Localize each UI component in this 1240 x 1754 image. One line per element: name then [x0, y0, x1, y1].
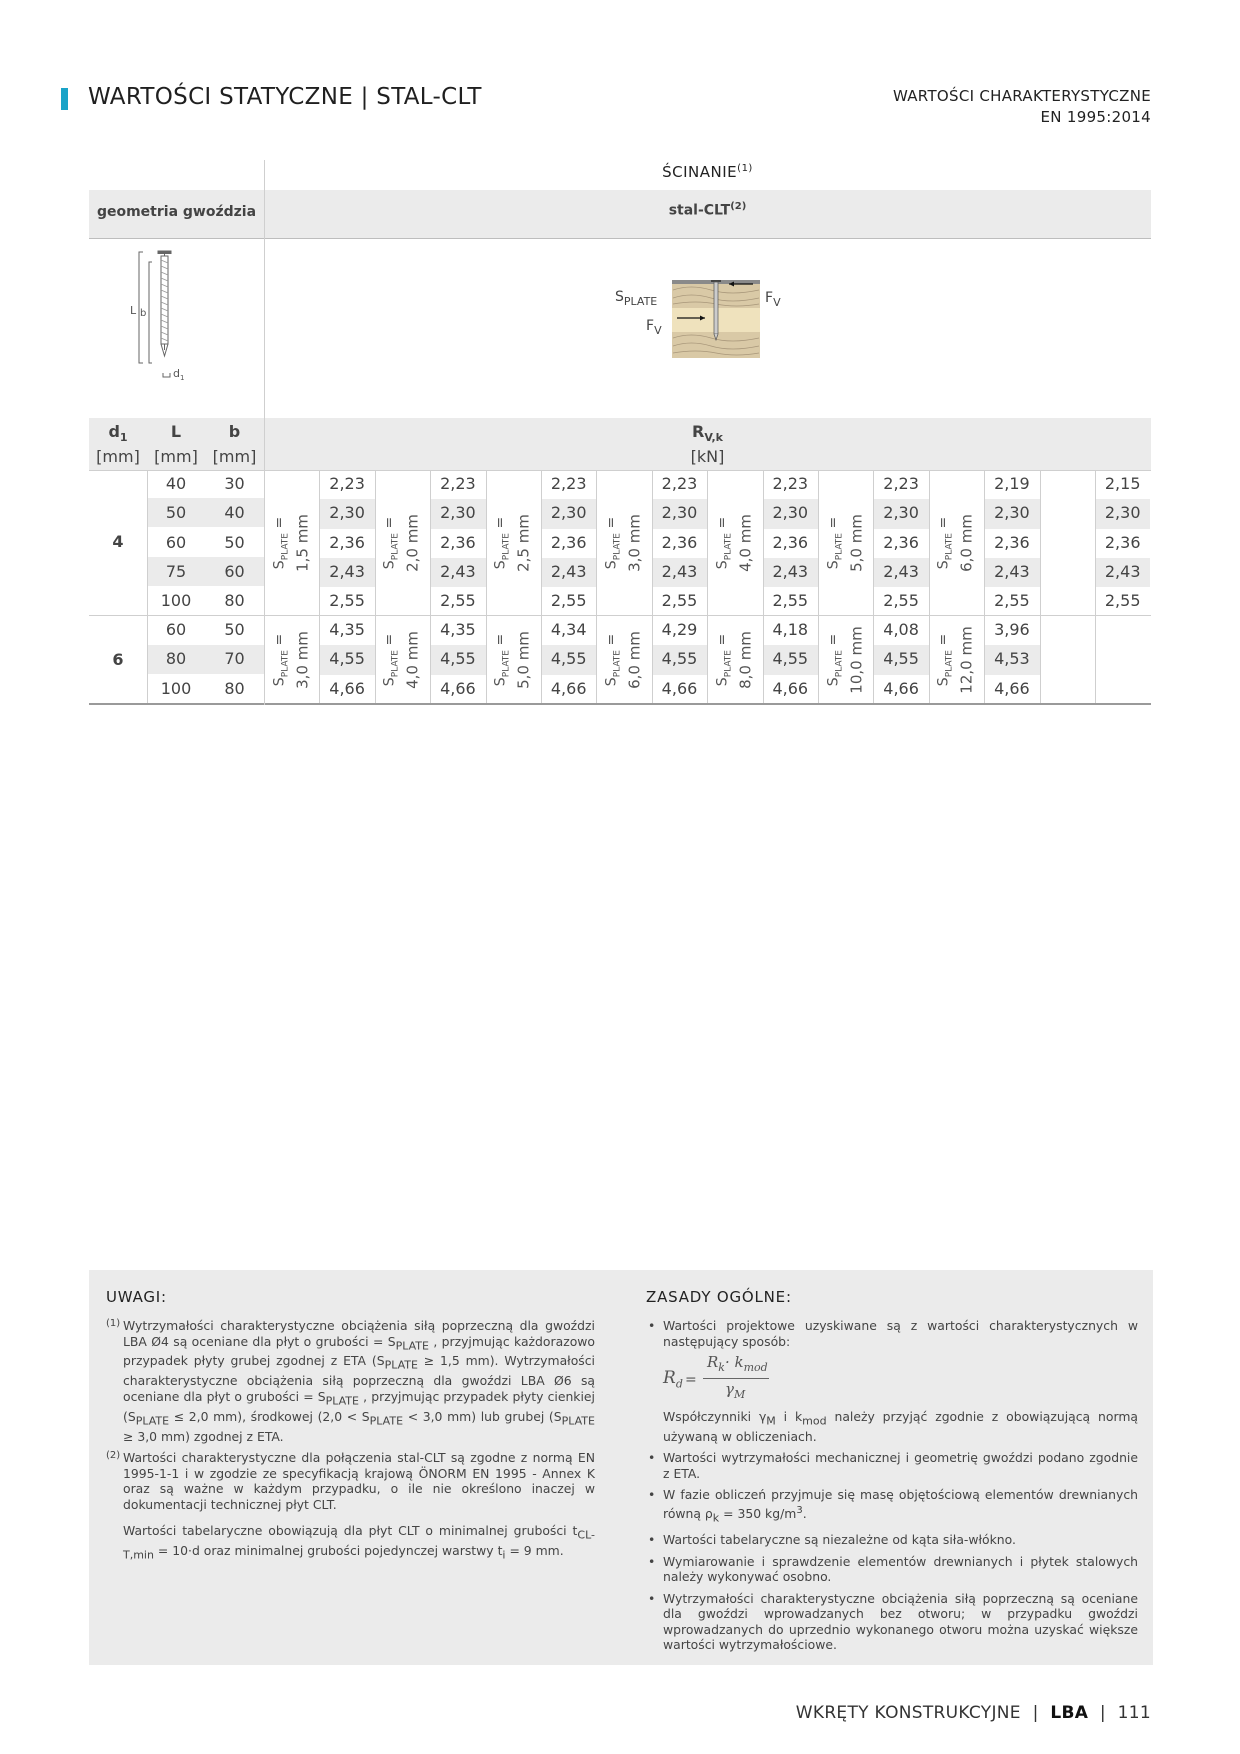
- cell-rvk-value: 4,55: [883, 649, 919, 669]
- diagram-L: L: [130, 304, 137, 317]
- note-2: (2) Wartości charakterystyczne dla połączenia stal-CLT są zgodne z normą EN 1995-1-1 i w zgodzie ze specyfikacją krajową ÖNORM EN 1995 - Annex K oraz są ważne w każdym przypadku, o ile nie określono inaczej w dokumentacji technicznej płyt CLT.: [106, 1450, 595, 1512]
- cell-rvk-value: 2,43: [1104, 561, 1141, 581]
- cell-b: 80: [224, 678, 245, 698]
- cell-rvk-value: 2,23: [772, 474, 809, 493]
- cell-rvk-value: 2,55: [1104, 591, 1141, 611]
- general-rules-title: ZASADY OGÓLNE:: [646, 1288, 792, 1306]
- splate-value: 2,0 mm: [403, 514, 422, 573]
- group-d1-4: 4: [112, 532, 124, 551]
- cell-b: 30: [224, 474, 245, 493]
- design-formula: $R_d$ = $R_k\cdot k_{mod}$ $\gamma_M$: [663, 1353, 768, 1401]
- cell-rvk-value: 4,18: [772, 620, 809, 639]
- splate-label: $S_{PLATE}$ = 2,0 mm: [382, 514, 422, 573]
- rule-1: • Wartości projektowe uzyskiwane są z wartości charakterystycznych w następujący sposób: $R_d$ = $R_k\cdot k_{mod}$ $\gamma_M$ Współczynniki $\gamma_M$ i $k_{mod}$ należy przyjąć zgodnie z obowiązującą normą używaną w obliczeniach.: [646, 1318, 1138, 1444]
- notes-title: UWAGI:: [106, 1288, 167, 1306]
- cell-L: 80: [165, 649, 187, 669]
- cell-rvk-value: 4,66: [883, 678, 919, 698]
- cell-rvk-value: 2,23: [661, 474, 698, 493]
- rule-5: • Wymiarowanie i sprawdzenie elementów drewnianych i płytek stalowych należy wykonywać osobno.: [646, 1554, 1138, 1585]
- col-L: L: [170, 422, 182, 441]
- footer-separator-2: |: [1099, 1703, 1106, 1723]
- splate-label: $S_{PLATE}$ = 10,0 mm: [825, 626, 866, 694]
- cell-rvk-value: 2,43: [772, 561, 809, 581]
- footer-separator: |: [1032, 1703, 1039, 1723]
- cell-rvk-value: 2,23: [883, 474, 919, 493]
- cell-L: 60: [165, 532, 187, 552]
- cell-rvk-value: 2,30: [1104, 503, 1141, 523]
- cell-rvk-value: 2,55: [550, 591, 587, 611]
- shear-title: ŚCINANIE$^{(1)}$: [662, 163, 753, 181]
- note-1: (1) Wytrzymałości charakterystyczne obciążenia siłą poprzeczną dla gwoździ LBA Ø4 są oceniane dla płyt o grubości = $S_{PLATE}$ , przyjmując każdorazowo przypadek płyty grubej zgodnej z ETA ($S_{PLATE} \ge 1,5$ mm). Wytrzymałości charakterystyczne obciążenia siłą poprzeczną dla gwoździ LBA Ø6 są oceniane dla płyt o grubości = $S_{PLATE}$ , przyjmując przypadek płyty cienkiej ($S_{PLATE} \le 2,0$ mm), środkowej ($2,0 < S_{PLATE} < 3,0$ mm) lub grubej ($S_{PLATE} \ge 3,0$ mm) zgodnej z ETA.: [106, 1318, 595, 1444]
- cell-b: 80: [224, 591, 245, 611]
- cell-rvk-value: 2,36: [994, 532, 1030, 552]
- cell-rvk-value: 4,66: [994, 678, 1030, 698]
- geometry-label: geometria gwoździa: [96, 204, 257, 220]
- notes-panel: [89, 1270, 1153, 1665]
- cell-b: 50: [224, 532, 245, 552]
- splate-value: 3,0 mm: [625, 514, 644, 573]
- cell-rvk-value: 2,55: [883, 591, 919, 611]
- cell-rvk-value: 4,66: [329, 678, 365, 698]
- splate-value: 8,0 mm: [736, 631, 755, 689]
- steel-clt-diagram: [671, 280, 761, 362]
- cell-rvk-value: 2,30: [661, 503, 698, 523]
- splate-label: $S_{PLATE}$ = 3,0 mm: [603, 514, 644, 573]
- cell-L: 100: [160, 591, 192, 611]
- splate-value: 4,0 mm: [403, 631, 422, 689]
- standard-line2: EN 1995:2014: [1040, 108, 1151, 126]
- cell-rvk-value: 2,36: [329, 532, 365, 552]
- col-d1: $d_1$: [108, 422, 128, 445]
- splate-value: 10,0 mm: [847, 626, 866, 694]
- general-rules: [646, 1318, 1138, 1659]
- unit-b: [mm]: [212, 447, 257, 466]
- cell-rvk-value: 2,15: [1104, 474, 1141, 493]
- cell-rvk-value: 2,36: [550, 532, 587, 552]
- notes-left: [106, 1318, 595, 1563]
- cell-rvk-value: 4,35: [440, 620, 476, 639]
- cell-rvk-value: 4,55: [772, 649, 809, 669]
- col-rvk: $R_{V,k}$: [692, 422, 723, 445]
- diagram-d1: $d_1$: [173, 367, 185, 383]
- note-3: Wartości tabelaryczne obowiązują dla płyt CLT o minimalnej grubości $t_{CL-T,min} = 10\cdot d$ oraz minimalnej grubości pojedynczej warstwy $t_i = 9$ mm.: [123, 1523, 595, 1562]
- cell-rvk-value: 4,53: [994, 649, 1030, 669]
- cell-b: 50: [224, 620, 245, 639]
- cell-rvk-value: 4,55: [550, 649, 587, 669]
- splate-value: 4,0 mm: [736, 514, 755, 573]
- splate-label: $S_{PLATE}$ = 8,0 mm: [714, 631, 755, 689]
- cell-rvk-value: 4,66: [440, 678, 476, 698]
- page-title: WARTOŚCI STATYCZNE | STAL-CLT: [88, 84, 482, 110]
- cell-L: 75: [165, 561, 187, 581]
- unit-L: [mm]: [154, 447, 198, 466]
- footer-section: WKRĘTY KONSTRUKCYJNE: [795, 1703, 1021, 1723]
- splate-value: 5,0 mm: [847, 514, 866, 573]
- cell-rvk-value: 2,43: [440, 561, 476, 581]
- rule-3: • W fazie obliczeń przyjmuje się masę objętościową elementów drewnianych równą $\rho_k = 350$ $kg/m^3$.: [646, 1487, 1138, 1526]
- cell-rvk-value: 4,66: [661, 678, 698, 698]
- cell-rvk-value: 2,43: [329, 561, 365, 581]
- splate-label: $S_{PLATE}$ = 5,0 mm: [825, 514, 866, 573]
- cell-rvk-value: 3,96: [994, 620, 1030, 639]
- cell-rvk-value: 2,30: [772, 503, 809, 523]
- diagram-fv-bottom: $F_V$: [646, 318, 662, 337]
- cell-rvk-value: 2,36: [661, 532, 698, 552]
- rule-2: • Wartości wytrzymałości mechanicznej i geometrię gwoździ podano zgodnie z ETA.: [646, 1450, 1138, 1481]
- splate-value: 6,0 mm: [625, 631, 644, 689]
- splate-label: $S_{PLATE}$ = 4,0 mm: [714, 514, 755, 573]
- cell-rvk-value: 2,30: [440, 503, 476, 523]
- splate-value: 12,0 mm: [957, 626, 976, 694]
- cell-rvk-value: 2,55: [994, 591, 1030, 611]
- cell-L: 60: [165, 620, 187, 639]
- cell-rvk-value: 2,55: [661, 591, 698, 611]
- page-footer: [796, 1703, 1151, 1723]
- cell-rvk-value: 2,55: [440, 591, 476, 611]
- cell-rvk-value: 2,43: [994, 561, 1030, 581]
- title-accent-bar: [61, 88, 68, 110]
- cell-rvk-value: 4,35: [329, 620, 365, 639]
- footer-product: LBA: [1050, 1703, 1089, 1723]
- connection-label: stal-CLT$^{(2)}$: [668, 201, 747, 219]
- cell-rvk-value: 2,43: [550, 561, 587, 581]
- cell-rvk-value: 2,23: [440, 474, 476, 493]
- splate-label: $S_{PLATE}$ = 3,0 mm: [271, 631, 312, 689]
- splate-value: 3,0 mm: [293, 631, 312, 689]
- standard-reference: [893, 86, 1151, 128]
- cell-rvk-value: 4,55: [329, 649, 365, 669]
- unit-d1: [mm]: [96, 447, 140, 466]
- splate-label: $S_{PLATE}$ = 5,0 mm: [492, 631, 533, 689]
- splate-label: $S_{PLATE}$ = 2,5 mm: [492, 514, 533, 573]
- cell-b: 70: [224, 649, 245, 669]
- cell-b: 60: [224, 561, 245, 581]
- cell-rvk-value: 4,55: [440, 649, 476, 669]
- cell-rvk-value: 2,23: [550, 474, 587, 493]
- cell-L: 50: [165, 503, 187, 523]
- rule-6: • Wytrzymałości charakterystyczne obciążenia siłą poprzeczną są oceniane dla gwoździ wprowadzanych bez otworu; w przypadku gwoździ wprowadzanych do uprzednio wykonanego otworu można uzyskać większe wartości wytrzymałościowe.: [646, 1591, 1138, 1653]
- diagram-splate: $S_{PLATE}$: [615, 289, 658, 308]
- cell-L: 40: [165, 474, 187, 493]
- diagram-b: b: [140, 308, 147, 319]
- cell-rvk-value: 2,30: [550, 503, 587, 523]
- page-number: 111: [1117, 1703, 1151, 1723]
- cell-rvk-value: 2,23: [329, 474, 365, 493]
- cell-rvk-value: 2,43: [883, 561, 919, 581]
- cell-rvk-value: 4,34: [550, 620, 587, 639]
- group-d1-6: 6: [112, 650, 124, 669]
- splate-label: $S_{PLATE}$ = 1,5 mm: [271, 514, 312, 573]
- cell-L: 100: [160, 678, 192, 698]
- splate-label: $S_{PLATE}$ = 6,0 mm: [603, 631, 644, 689]
- splate-value: 6,0 mm: [957, 514, 976, 573]
- static-values-table: [89, 160, 1151, 705]
- splate-label: $S_{PLATE}$ = 12,0 mm: [936, 626, 976, 694]
- splate-label: $S_{PLATE}$ = 4,0 mm: [382, 631, 422, 689]
- cell-rvk-value: 2,36: [440, 532, 476, 552]
- cell-rvk-value: 4,55: [661, 649, 698, 669]
- cell-rvk-value: 2,43: [661, 561, 698, 581]
- splate-value: 2,5 mm: [514, 514, 533, 573]
- diagram-fv-top: $F_V$: [765, 290, 781, 309]
- standard-line1: WARTOŚCI CHARAKTERYSTYCZNE: [892, 87, 1151, 105]
- cell-rvk-value: 2,55: [329, 591, 365, 611]
- cell-rvk-value: 4,66: [550, 678, 587, 698]
- rule-4: • Wartości tabelaryczne są niezależne od kąta siła-włókno.: [646, 1532, 1138, 1548]
- cell-rvk-value: 4,08: [883, 620, 919, 639]
- cell-rvk-value: 2,36: [883, 532, 919, 552]
- cell-rvk-value: 2,30: [329, 503, 365, 523]
- cell-rvk-value: 2,19: [994, 474, 1030, 493]
- splate-value: 5,0 mm: [514, 631, 533, 689]
- cell-rvk-value: 4,29: [661, 620, 698, 639]
- splate-label: $S_{PLATE}$ = 6,0 mm: [936, 514, 976, 573]
- cell-rvk-value: 2,30: [883, 503, 919, 523]
- cell-rvk-value: 2,36: [1104, 532, 1141, 552]
- col-b: b: [228, 422, 241, 441]
- unit-rvk: [kN]: [690, 447, 725, 466]
- cell-b: 40: [224, 503, 245, 523]
- cell-rvk-value: 2,55: [772, 591, 809, 611]
- cell-rvk-value: 2,30: [994, 503, 1030, 523]
- cell-rvk-value: 2,36: [772, 532, 809, 552]
- splate-value: 1,5 mm: [293, 514, 312, 573]
- cell-rvk-value: 4,66: [772, 678, 809, 698]
